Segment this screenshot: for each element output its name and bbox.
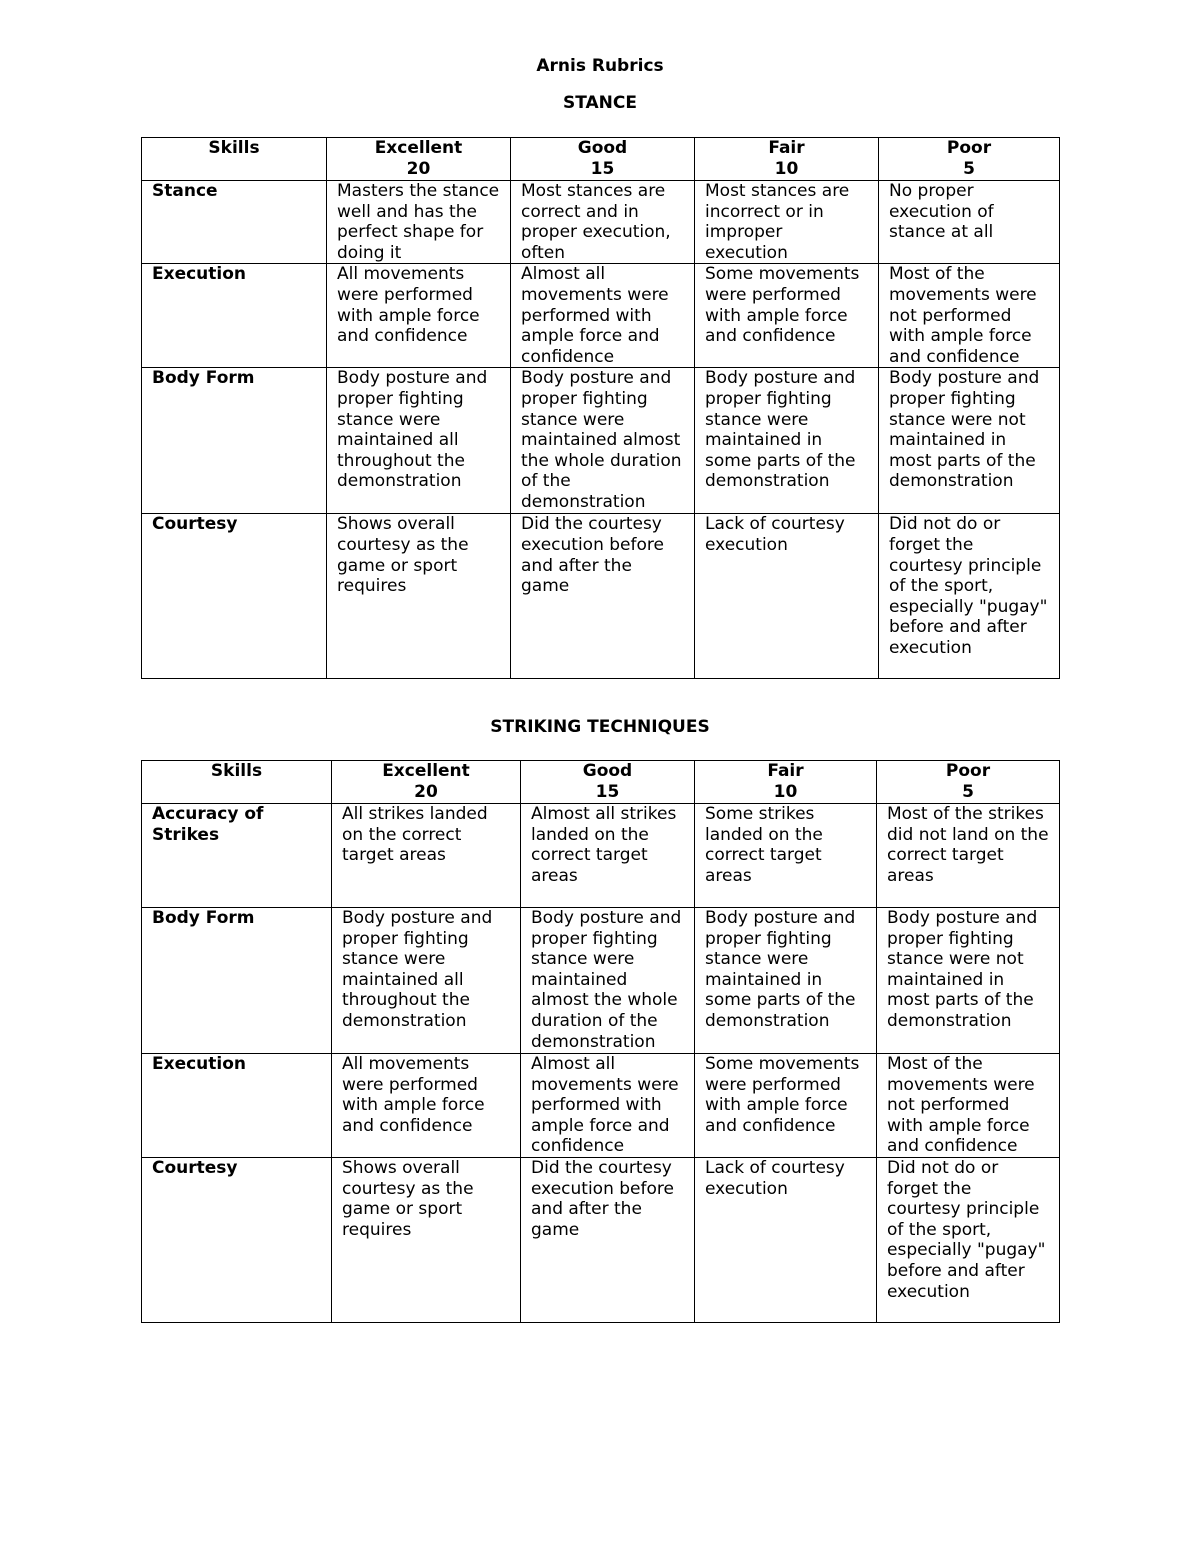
criteria-cell: Almost all movements were performed with ample force and confidence (521, 1054, 695, 1158)
header-fair: Fair 10 (695, 138, 879, 181)
header-skills: Skills (142, 761, 332, 804)
header-excellent: Excellent 20 (327, 138, 511, 181)
section-heading-striking-techniques: STRIKING TECHNIQUES (490, 717, 710, 737)
criteria-cell: Body posture and proper fighting stance were not maintained in most parts of the demonstration (877, 908, 1060, 1054)
skill-cell: Accuracy of Strikes (142, 804, 332, 908)
criteria-cell: Some movements were performed with ample force and confidence (695, 1054, 877, 1158)
criteria-cell: Did the courtesy execution before and after the game (511, 514, 695, 679)
criteria-cell: Shows overall courtesy as the game or sport requires (332, 1158, 521, 1323)
header-good: Good 15 (511, 138, 695, 181)
criteria-cell: Almost all movements were performed with ample force and confidence (511, 264, 695, 368)
criteria-cell: Most stances are incorrect or in improper execution (695, 181, 879, 264)
table-row (142, 181, 1060, 264)
section-heading-stance: STANCE (563, 93, 637, 113)
criteria-cell: Most of the movements were not performed with ample force and confidence (879, 264, 1060, 368)
skill-cell: Body Form (142, 908, 332, 1054)
header-poor: Poor 5 (877, 761, 1060, 804)
skill-cell: Execution (142, 1054, 332, 1158)
criteria-cell: Most stances are correct and in proper execution, often (511, 181, 695, 264)
criteria-cell: Body posture and proper fighting stance were maintained almost the whole duration of the demonstration (521, 908, 695, 1054)
criteria-cell: All movements were performed with ample force and confidence (332, 1054, 521, 1158)
criteria-cell: All strikes landed on the correct target areas (332, 804, 521, 908)
skill-cell: Courtesy (142, 514, 327, 679)
table-row (142, 514, 1060, 679)
criteria-cell: Some strikes landed on the correct target areas (695, 804, 877, 908)
criteria-cell: Some movements were performed with ample force and confidence (695, 264, 879, 368)
stance-rubric-table (141, 137, 1060, 679)
striking-techniques-rubric-table (141, 760, 1060, 1323)
criteria-cell: Body posture and proper fighting stance were not maintained in most parts of the demonstration (879, 368, 1060, 514)
criteria-cell: Body posture and proper fighting stance were maintained all throughout the demonstration (332, 908, 521, 1054)
table-header-row (142, 761, 1060, 804)
skill-cell: Courtesy (142, 1158, 332, 1323)
criteria-cell: Did the courtesy execution before and after the game (521, 1158, 695, 1323)
table-row (142, 1158, 1060, 1323)
header-poor: Poor 5 (879, 138, 1060, 181)
criteria-cell: Body posture and proper fighting stance were maintained in some parts of the demonstration (695, 908, 877, 1054)
header-fair: Fair 10 (695, 761, 877, 804)
criteria-cell: Did not do or forget the courtesy principle of the sport, especially "pugay" before and after execution (877, 1158, 1060, 1323)
skill-cell: Body Form (142, 368, 327, 514)
criteria-cell: Lack of courtesy execution (695, 514, 879, 679)
criteria-cell: Almost all strikes landed on the correct target areas (521, 804, 695, 908)
criteria-cell: Body posture and proper fighting stance were maintained in some parts of the demonstration (695, 368, 879, 514)
table-header-row (142, 138, 1060, 181)
criteria-cell: Body posture and proper fighting stance were maintained almost the whole duration of the demonstration (511, 368, 695, 514)
criteria-cell: Body posture and proper fighting stance were maintained all throughout the demonstration (327, 368, 511, 514)
header-excellent: Excellent 20 (332, 761, 521, 804)
table-row (142, 908, 1060, 1054)
criteria-cell: Most of the strikes did not land on the correct target areas (877, 804, 1060, 908)
header-skills: Skills (142, 138, 327, 181)
document-title: Arnis Rubrics (536, 56, 664, 76)
criteria-cell: Did not do or forget the courtesy principle of the sport, especially "pugay" before and after execution (879, 514, 1060, 679)
table-row (142, 368, 1060, 514)
criteria-cell: No proper execution of stance at all (879, 181, 1060, 264)
criteria-cell: Masters the stance well and has the perfect shape for doing it (327, 181, 511, 264)
header-good: Good 15 (521, 761, 695, 804)
criteria-cell: All movements were performed with ample force and confidence (327, 264, 511, 368)
skill-cell: Stance (142, 181, 327, 264)
criteria-cell: Most of the movements were not performed with ample force and confidence (877, 1054, 1060, 1158)
table-row (142, 804, 1060, 908)
table-row (142, 264, 1060, 368)
skill-cell: Execution (142, 264, 327, 368)
criteria-cell: Lack of courtesy execution (695, 1158, 877, 1323)
table-row (142, 1054, 1060, 1158)
criteria-cell: Shows overall courtesy as the game or sport requires (327, 514, 511, 679)
